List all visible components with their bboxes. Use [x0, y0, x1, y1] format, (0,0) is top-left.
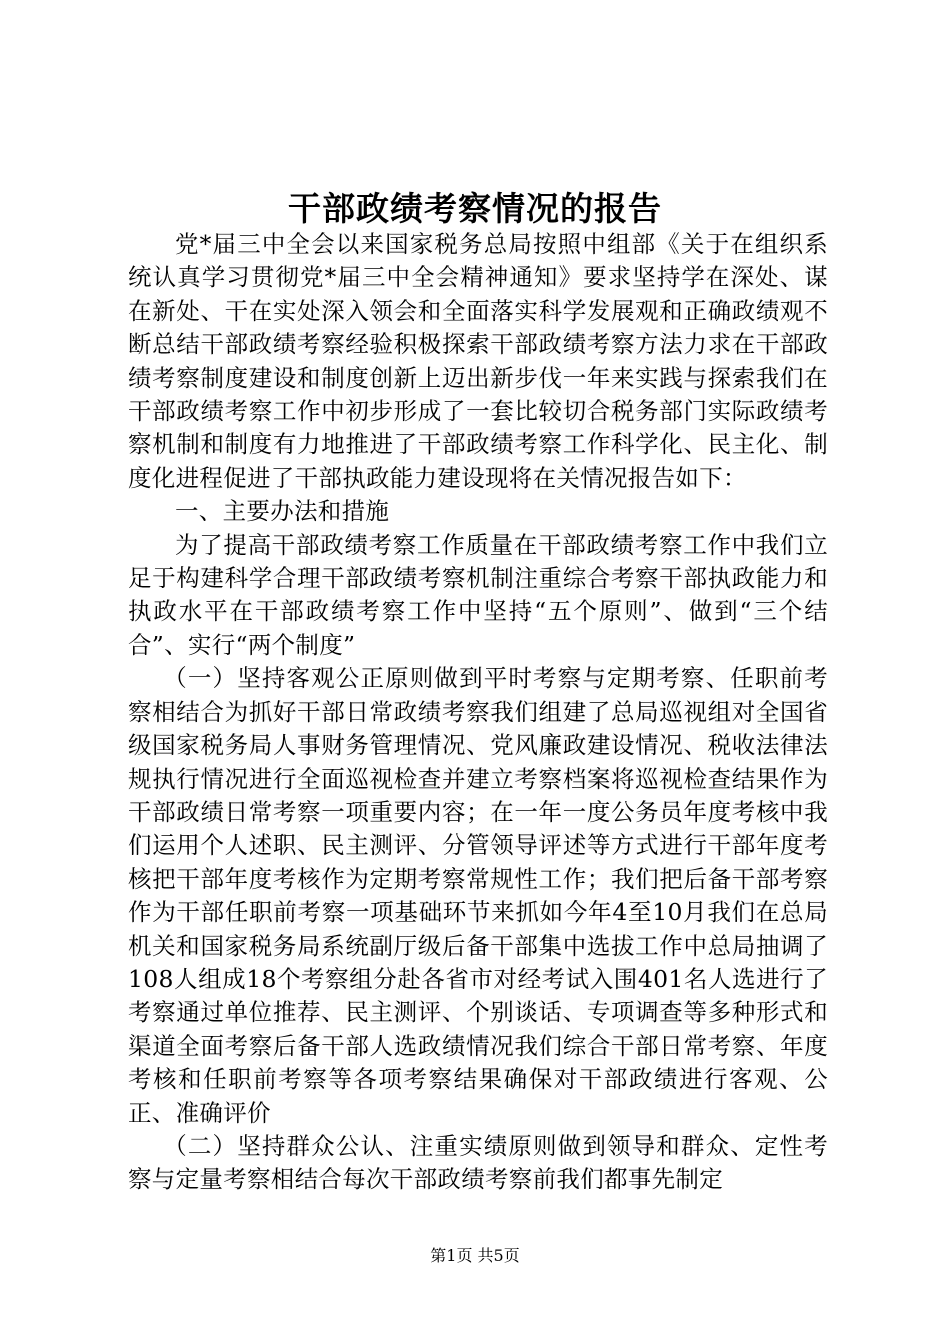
page-footer: 第1页 共5页: [430, 1246, 520, 1265]
paragraph-principle-one: （一）坚持客观公正原则做到平时考察与定期考察、任职前考察相结合为抓好干部日常政绩考察我们组建了总局巡视组对全国省级国家税务局人事财务管理情况、党风廉政建设情况、税收法律法规执行情况进行全面巡视检查并建立考察档案将巡视检查结果作为干部政绩日常考察一项重要内容；在一年一度公务员年度考核中我们运用个人述职、民主测评、分管领导评述等方式进行干部年度考核把干部年度考核作为定期考察常规性工作；我们把后备干部考察作为干部任职前考察一项基础环节来抓如今年4至10月我们在总局机关和国家税务局系统副厅级后备干部集中选拔工作中总局抽调了108人组成18个考察组分赴各省市对经考试入围401名人选进行了考察通过单位推荐、民主测评、个别谈话、专项调查等多种形式和渠道全面考察后备干部人选政绩情况我们综合干部日常考察、年度考核和任职前考察等各项考察结果确保对干部政绩进行客观、公正、准确评价: [128, 664, 828, 1127]
section-heading-main-measures: 一、主要办法和措施: [175, 497, 390, 526]
document-title: 干部政绩考察情况的报告: [288, 189, 662, 228]
document-body: [128, 228, 828, 1197]
paragraph-measures-overview: 为了提高干部政绩考察工作质量在干部政绩考察工作中我们立足于构建科学合理干部政绩考察机制注重综合考察干部执政能力和执政水平在干部政绩考察工作中坚持“五个原则”、做到“三个结合”、实行“两个制度”: [128, 530, 828, 659]
paragraph-intro: 党*届三中全会以来国家税务总局按照中组部《关于在组织系统认真学习贯彻党*届三中全会精神通知》要求坚持学在深处、谋在新处、干在实处深入领会和全面落实科学发展观和正确政绩观不断总结干部政绩考察经验积极探索干部政绩考察方法力求在干部政绩考察制度建设和制度创新上迈出新步伐一年来实践与探索我们在干部政绩考察工作中初步形成了一套比较切合税务部门实际政绩考察机制和制度有力地推进了干部政绩考察工作科学化、民主化、制度化进程促进了干部执政能力建设现将在关情况报告如下：: [128, 230, 828, 492]
paragraph-principle-two: （二）坚持群众公认、注重实绩原则做到领导和群众、定性考察与定量考察相结合每次干部政绩考察前我们都事先制定: [128, 1131, 828, 1194]
